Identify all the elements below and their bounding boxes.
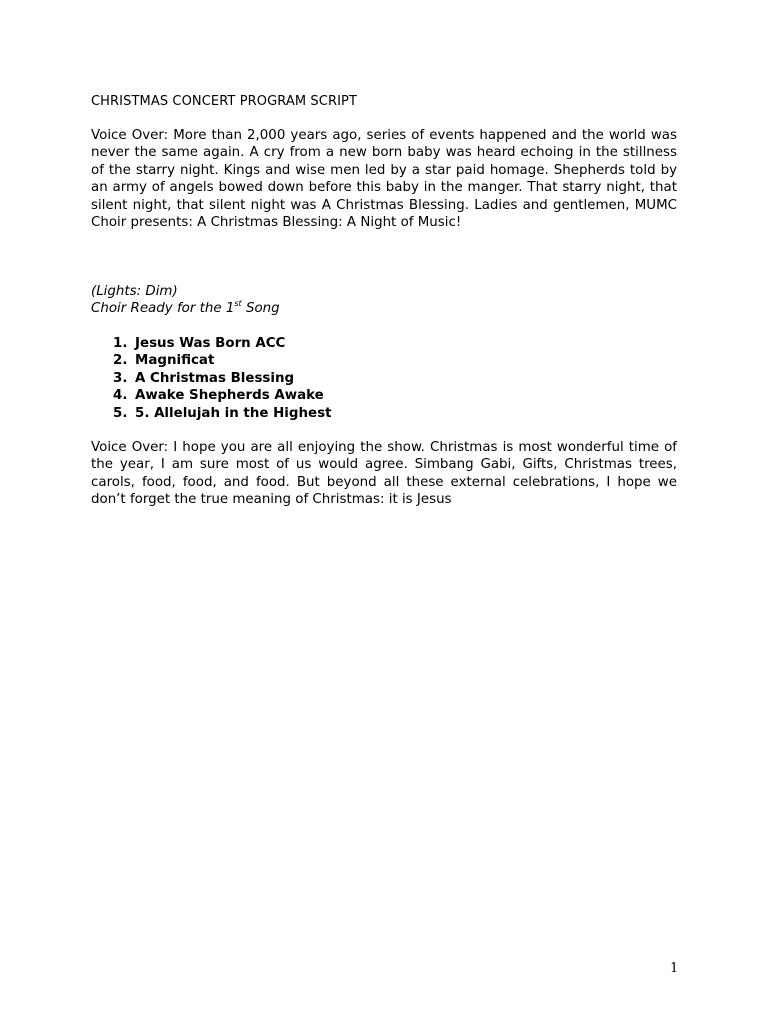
voice-over-paragraph-1: Voice Over: More than 2,000 years ago, series of events happened and the world was never the same again. A cry from a new born baby was heard echoing in the stillness of the starry night. Kings and wise men led by a star paid homage. Shepherds told by an army of angels bowed down before this baby in the manger. That starry night, that silent night, that silent night was A Christmas Blessing. Ladies and gentlemen, MUMC Choir presents: A Christmas Blessing: A Night of Music! (91, 128, 677, 231)
song-item (113, 370, 331, 387)
choir-note-superscript: st (234, 298, 242, 308)
song-item (113, 335, 331, 352)
choir-note (91, 300, 280, 317)
song-number: 5. (113, 405, 128, 421)
choir-note-suffix: Song (241, 301, 280, 316)
song-title: Magnificat (135, 353, 215, 369)
lights-note: (Lights: Dim) (91, 284, 178, 299)
song-list (113, 335, 331, 422)
voice-over-paragraph-2: Voice Over: I hope you are all enjoying the show. Christmas is most wonderful time of the year, I am sure most of us would agree. Simbang Gabi, Gifts, Christmas trees, carols, food, food, and food. But beyond all these external celebrations, I hope we don’t forget the true meaning of Christmas: it is Jesus (91, 440, 677, 508)
song-title: A Christmas Blessing (135, 370, 295, 386)
song-number: 1. (113, 336, 128, 351)
song-item (113, 387, 331, 404)
song-title: Jesus Was Born ACC (135, 336, 286, 351)
document-title: CHRISTMAS CONCERT PROGRAM SCRIPT (91, 94, 357, 109)
song-title: 5. Allelujah in the Highest (135, 405, 332, 421)
song-title: Awake Shepherds Awake (135, 388, 324, 404)
song-number: 3. (113, 370, 128, 386)
song-number: 2. (113, 353, 128, 369)
song-item (113, 405, 331, 422)
choir-note-prefix: Choir Ready for the 1 (91, 301, 235, 316)
page-number: 1 (670, 961, 679, 976)
song-item (113, 352, 331, 369)
song-number: 4. (113, 388, 128, 404)
